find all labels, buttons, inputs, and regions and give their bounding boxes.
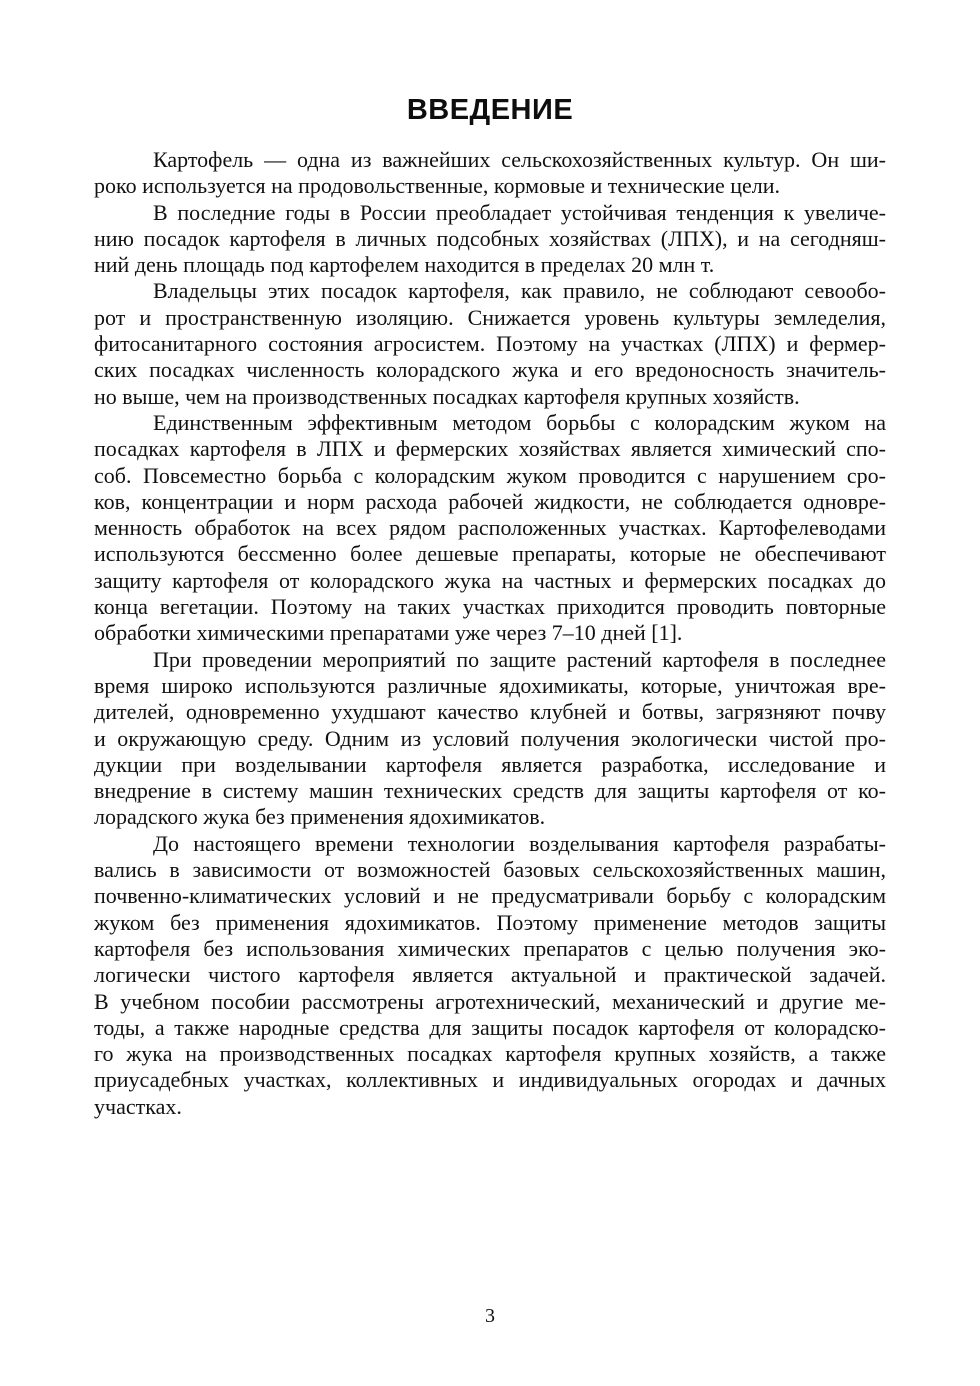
text-line: дителей, одновременно ухудшают качество клубней и ботвы, загрязняют почву (94, 699, 886, 725)
page-number: 3 (485, 1305, 495, 1327)
text-line: посадках картофеля в ЛПХ и фермерских хозяйствах является химический спо- (94, 436, 886, 462)
body-text (94, 147, 886, 1120)
text-line: ний день площадь под картофелем находится в пределах 20 млн т. (94, 252, 715, 278)
text-line: картофеля без использования химических препаратов с целью получения эко- (94, 935, 886, 961)
text-line: вались в зависимости от возможностей базовых сельскохозяйственных машин, (94, 857, 886, 883)
text-line: нию посадок картофеля в личных подсобных хозяйствах (ЛПХ), и на сегодняш- (94, 225, 886, 251)
text-line: приусадебных участках, коллективных и индивидуальных огородах и дачных (94, 1067, 886, 1093)
text-line: ских посадках численность колорадского жука и его вредоносность значитель- (94, 357, 886, 383)
text-line: рот и пространственную изоляцию. Снижается уровень культуры земледелия, (94, 304, 886, 330)
text-line: дукции при возделывании картофеля является разработка, исследование и (94, 751, 886, 777)
page-title: ВВЕДЕНИЕ (406, 94, 574, 126)
text-line: внедрение в систему машин технических средств для защиты картофеля от ко- (94, 778, 886, 804)
text-line: используются бессменно более дешевые препараты, которые не обеспечивают (94, 541, 886, 567)
text-line: При проведении мероприятий по защите растений картофеля в последнее (153, 646, 886, 672)
text-line: Картофель — одна из важнейших сельскохозяйственных культур. Он ши- (153, 147, 886, 172)
text-line: тоды, а также народные средства для защиты посадок картофеля от колорадско- (94, 1014, 886, 1040)
text-line: До настоящего времени технологии возделывания картофеля разрабаты- (153, 830, 886, 856)
text-line: и окружающую среду. Одним из условий получения экологически чистой про- (94, 725, 886, 751)
text-line: Единственным эффективным методом борьбы с колорадским жуком на (153, 409, 886, 435)
text-line: соб. Повсеместно борьба с колорадским жуком проводится с нарушением сро- (94, 462, 886, 488)
text-line: лорадского жука без применения ядохимикатов. (94, 804, 546, 830)
text-line: фитосанитарного состояния агросистем. Поэтому на участках (ЛПХ) и фермер- (94, 331, 886, 357)
text-line: менность обработок на всех рядом расположенных участках. Картофелеводами (94, 515, 886, 541)
text-line: логически чистого картофеля является актуальной и практической задачей. (94, 962, 886, 988)
text-line: защиту картофеля от колорадского жука на частных и фермерских посадках до (94, 567, 886, 593)
text-line: В последние годы в России преобладает устойчивая тенденция к увеличе- (153, 199, 886, 225)
text-line: Владельцы этих посадок картофеля, как правило, не соблюдают севообо- (153, 278, 886, 304)
text-line: жуком без применения ядохимикатов. Поэтому применение методов защиты (94, 909, 886, 935)
text-line: ков, концентрации и норм расхода рабочей жидкости, не соблюдается одновре- (94, 488, 886, 514)
text-line: но выше, чем на производственных посадках картофеля крупных хозяйств. (94, 383, 800, 409)
text-line: В учебном пособии рассмотрены агротехнический, механический и другие ме- (94, 988, 886, 1014)
text-line: го жука на производственных посадках картофеля крупных хозяйств, а также (94, 1041, 886, 1067)
text-line: время широко используются различные ядохимикаты, которые, уничтожая вре- (94, 672, 886, 698)
text-line: конца вегетации. Поэтому на таких участках приходится проводить повторные (94, 594, 886, 620)
text-line: обработки химическими препаратами уже через 7–10 дней [1]. (94, 620, 683, 646)
text-line: участках. (94, 1093, 182, 1119)
text-line: роко используется на продовольственные, кормовые и технические цели. (94, 173, 781, 199)
text-line: почвенно-климатических условий и не предусматривали борьбу с колорадским (94, 883, 886, 909)
